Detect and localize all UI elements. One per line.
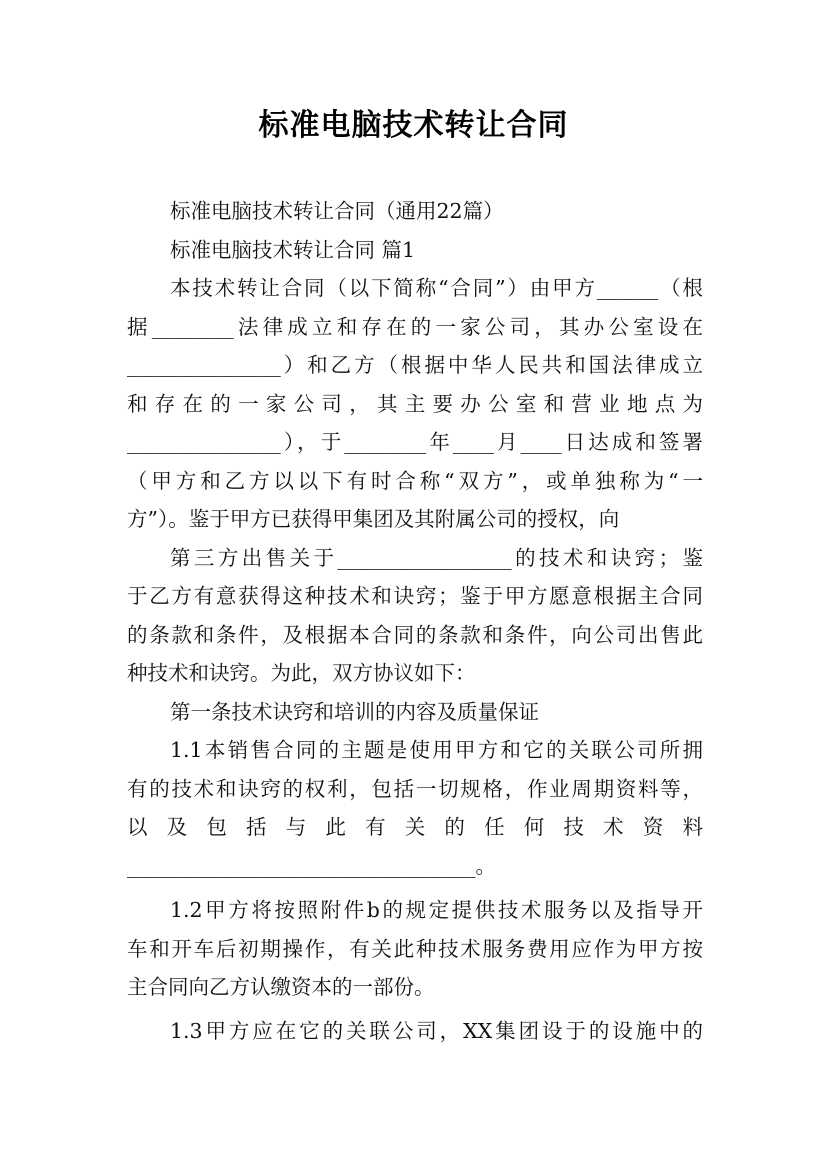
paragraph-line: 和存在的一家公司，其主要办公室和营业地点为 (127, 392, 703, 416)
paragraph-line: 据________法律成立和存在的一家公司，其办公室设在 (127, 315, 703, 339)
paragraph-line: 的条款和条件，及根据本合同的条款和条件，向公司出售此 (127, 623, 703, 647)
section-heading: 标准电脑技术转让合同 篇1 (170, 238, 416, 262)
paragraph-line: 种技术和诀窍。为此，双方协议如下： (127, 661, 476, 685)
paragraph-line: _______________）和乙方（根据中华人民共和国法律成立 (127, 353, 703, 377)
paragraph-line: （甲方和乙方以以下有时合称“双方”，或单独称为“一 (127, 469, 703, 493)
paragraph-line: 第三方出售关于_________________的技术和诀窍；鉴 (170, 546, 703, 570)
paragraph-line: 1.1本销售合同的主题是使用甲方和它的关联公司所拥 (170, 738, 703, 762)
paragraph-line: 有的技术和诀窍的权利，包括一切规格，作业周期资料等， (127, 777, 703, 801)
paragraph-line: 本技术转让合同（以下简称“合同”）由甲方______（根 (170, 276, 703, 300)
subtitle-line: 标准电脑技术转让合同（通用22篇） (170, 199, 504, 223)
paragraph-line: 方”）。鉴于甲方已获得甲集团及其附属公司的授权，向 (127, 507, 620, 531)
article-heading: 第一条技术诀窍和培训的内容及质量保证 (170, 700, 539, 724)
document-title: 标准电脑技术转让合同 (258, 108, 569, 143)
paragraph-line: 车和开车后初期操作，有关此种技术服务费用应作为甲方按 (127, 937, 703, 961)
paragraph-line: 于乙方有意获得这种技术和诀窍；鉴于甲方愿意根据主合同 (127, 584, 703, 608)
paragraph-line: 主合同向乙方认缴资本的一部份。 (127, 975, 435, 999)
paragraph-line: _______________），于________年____月____日达成和签署 (127, 430, 703, 454)
paragraph-line: 1.3甲方应在它的关联公司，XX集团设于的设施中的 (170, 1019, 703, 1043)
paragraph-line: __________________________________。 (127, 854, 496, 878)
paragraph-line: 1.2甲方将按照附件b的规定提供技术服务以及指导开 (170, 898, 703, 922)
paragraph-line: 以及包括与此有关的任何技术资料 (127, 815, 703, 839)
